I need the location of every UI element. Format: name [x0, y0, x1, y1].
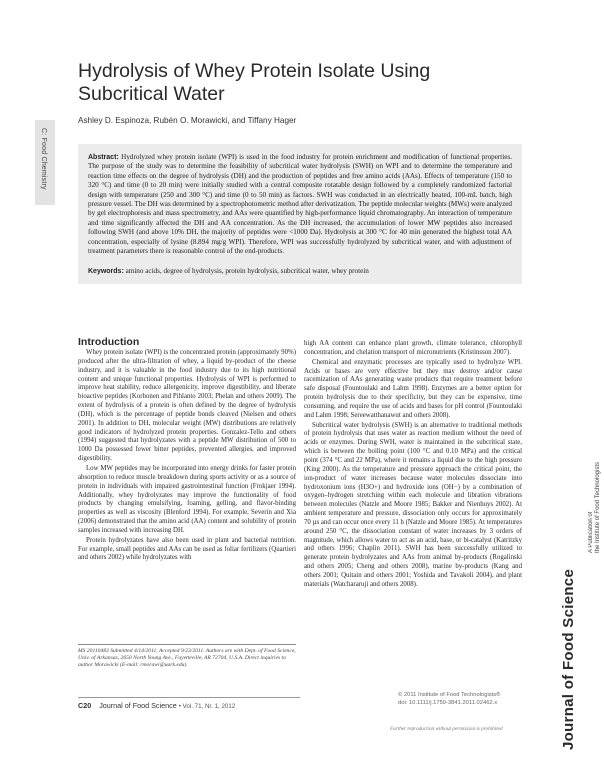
article-footnote: MS 20110483 Submitted 4/14/2011, Accepted 9/23/2011. Authors are with Dept. of Food Science, Univ. of Arkansas, 2650 North Young Ave., Fayetteville, AR 72704, U.S.A. Direct inquiries to author Morawicki (E-mail: rmorawi@uark.edu).: [78, 644, 296, 669]
journal-brand: [552, 568, 592, 750]
left-column: [78, 349, 296, 564]
keywords-label: Keywords:: [88, 268, 124, 275]
ift-publication-label: [588, 462, 604, 553]
paragraph: Whey protein isolate (WPI) is the concentrated protein (approximately 90%) produced after the ultra-filtration of whey, a liquid by-product of the cheese industry, and it is valuable in the food industry due to its high nutritional content and unique functional properties. Hydrolysis of WPI is performed to improve heat stability, reduce allergenicity, improve digestibility, and liberate bioactive peptides (Korhonen and Pihlanto 2003; Phelan and others 2009). The extent of hydrolysis of a protein is often defined by the degree of hydrolysis (DH), which is the percentage of peptide bonds cleaved (Nielsen and others 2001). In addition to DH, molecular weight (MW) distributions are relatively good indicators of hydrolyzed protein properties. Gonzalez-Tello and others (1994) suggested that hydrolyzates with a peptide MW distribution of 500 to 1000 Da possessed fewer bitter peptides, prevented allergies, and improved digestibility.: [78, 349, 296, 463]
right-column: [304, 340, 522, 591]
footer-journal: Journal of Food Science: [99, 701, 177, 710]
reproduction-note: Further reproduction without permission is prohibited: [390, 726, 503, 732]
abstract-label: Abstract:: [88, 154, 119, 161]
paragraph: Protein hydrolyzates have also been used in plant and bacterial nutrition. For example, small peptides and AAs can be used as foliar fertilizers (Quartieri and others 2002) while hydrolyzates with: [78, 536, 296, 562]
footer-divider: [78, 697, 300, 698]
article-title: Hydrolysis of Whey Protein Isolate Using Subcritical Water: [78, 60, 431, 105]
paragraph: Low MW peptides may be incorporated into energy drinks for faster protein absorption to reduce muscle breakdown during sports activity or as a source of protein in individuals with impaired gastrointestinal function (Frokjaer 1994). Additionally, whey hydrolyzates may improve the functionality of food products by changing emulsifying, foaming, gelling, and flavor-binding properties as well as viscosity (Blenford 1994). For example, Severin and Xia (2006) demonstrated that the amino acid (AA) content and solubility of protein samples increased with increasing DH.: [78, 464, 296, 534]
journal-logo: Journal of Food Science: [560, 568, 577, 750]
section-tab: [35, 120, 55, 205]
footer-right: [398, 691, 533, 707]
introduction-heading: Introduction: [78, 336, 140, 348]
footer-volume: • Vol. 71, Nr. 1, 2012: [178, 703, 236, 710]
copyright: © 2011 Institute of Food Technologists®: [398, 692, 501, 698]
publication-line-1: A Publication of: [588, 511, 594, 553]
paragraph: high AA content can enhance plant growth, climate tolerance, chlorophyll concentration, and chelation transport of micronutrients (Kristinsson 2007).: [304, 340, 522, 356]
abstract-text: Hydrolyzed whey protein isolate (WPI) is used in the food industry for protein enrichment and modification of functional properties. The purpose of the study was to determine the feasibility of subcritical water hydrolysis (SWH) on WPI and to determine the temperature and reaction time effects on the degree of hydrolysis (DH) and the production of peptides and free amino acids (AAs). Effects of temperature (150 to 320 °C) and time (0 to 20 min) were initially studied with a central composite rotatable design followed by a completely randomized factorial design with temperature (250 and 300 °C) and time (0 to 50 min) as factors. SWH was conducted in an electrically heated, 100-mL batch, high pressure vessel. The DH was determined by a spectrophotometric method after derivatization. The peptide molecular weights (MWs) were analyzed by gel electrophoresis and mass spectrometry, and AAs were quantified by high-performance liquid chromatography. An interaction of temperature and time significantly affected the DH and AA concentration. As the DH increased, the accumulation of lower MW peptides also increased following SWH (and above 10% DH, the majority of peptides were <1000 Da). Hydrolysis at 300 °C for 40 min generated the highest total AA concentration, especially of lysine (8.894 mg/g WPI). Therefore, WPI was successfully hydrolyzed by subcritical water, and with adjustment of treatment parameters there is reasonable control of the end-products.: [88, 153, 512, 256]
abstract-box: [78, 144, 522, 284]
publication-line-2: the Institute of Food Technologists: [595, 462, 601, 553]
doi[interactable]: doi: 10.1111/j.1750-3841.2011.02462.x: [398, 700, 498, 706]
footer-left: [78, 701, 235, 710]
author-list: Ashley D. Espinoza, Rubén O. Morawicki, and Tiffany Hager: [78, 116, 297, 125]
paragraph: Chemical and enzymatic processes are typically used to hydrolyze WPI. Acids or bases are very effective but they may destroy and/or cause racemization of AAs generating waste products that require treatment before safe disposal (Fountoulaki and Lahm 1998). Enzymes are a better option for protein hydrolysis due to their specificity, but they can be expensive, time consuming, and require the use of acids and bases for pH control (Fountoulaki and Lahm 1998; Sereewatthanawut and others 2008).: [304, 358, 522, 419]
keywords-text: amino acids, degree of hydrolysis, protein hydrolysis, subcritical water, whey protein: [125, 267, 369, 275]
footer-volume-text: Vol. 71, Nr. 1, 2012: [182, 703, 236, 710]
page-number: C20: [78, 701, 92, 710]
paragraph: Subcritical water hydrolysis (SWH) is an alternative to traditional methods of protein hydrolysis that uses water as reaction medium without the need of acids or enzymes. During SWH, water is maintained in the subcritical state, which is between the boiling point (100 °C and 0.10 MPa) and the critical point (374 °C and 22 MPa), where it remains a liquid due to the high pressure (King 2000). As the temperature and pressure approach the critical point, the ion-product of water increases because water molecules dissociate into hydroxonium ions (H3O+) and hydroxide ions (OH−) by a combination of oxygen–hydrogen stretching within each molecule and libration vibrations between molecules (Natzle and Moore 1985; Bakker and Nienhuys 2002). At ambient temperature and pressure, dissociation only occurs for approximately 70 µs and can occur once every 11 h (Natzle and Moore 1985). At temperatures around 250 °C, the dissociation constant of water increases by 3 orders of magnitude, which allows water to act as an acid, base, or bi-catalyst (Katritzky and others 1996; Chaplin 2011). SWH has been successfully utilized to generate protein hydrolyzates and AAs from animal by-products (Rogalinski and others 2005; Cheng and others 2008), marine by-products (Kang and others 2001; Quitain and others 2001; Yoshida and Tavakoli 2004), and plant materials (Watchararuji and others 2008).: [304, 421, 522, 588]
section-tab-label: C: Food Chemistry: [40, 128, 47, 190]
keywords: [88, 267, 512, 275]
